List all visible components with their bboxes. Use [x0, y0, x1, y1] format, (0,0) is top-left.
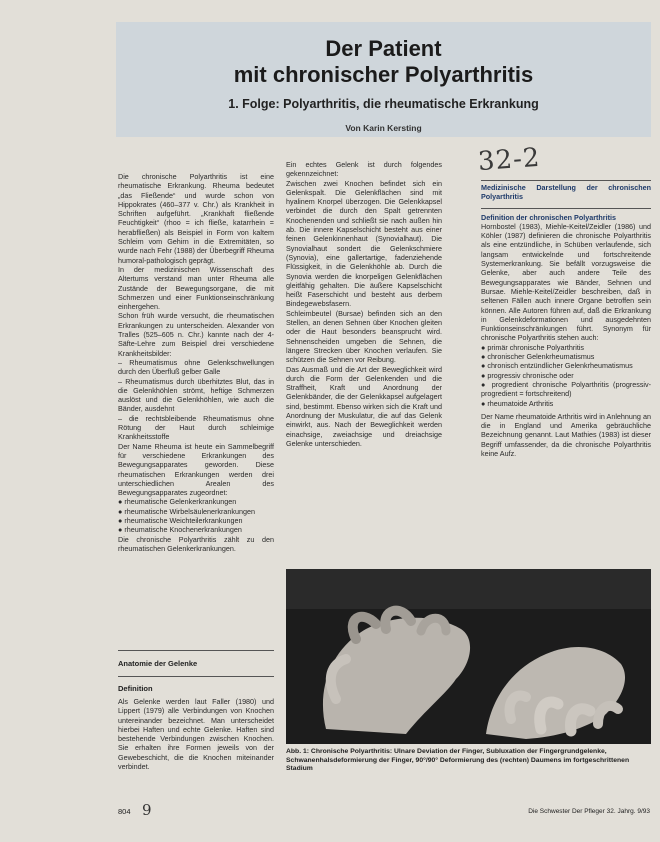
col1-dash-item: – Rheumatismus ohne Gelenkschwellungen durch den Überfluß gelber Galle — [118, 358, 274, 377]
col1-bullet-item: ● rheumatische Weichteilerkrankungen — [118, 516, 274, 525]
col3-paragraph-1: Hornbostel (1983), Miehle-Keitel/Zeidler (1986) und Köhler (1987) definieren die chronische Polyarthritis als eine entzündliche, in Schüben verlaufende, sich langsam entwickelnde und fortschreitende Systemerkrankung. Sie befällt vorzugsweise die Gelenke, aber auch andere Teile des Bewegungsapparates wie Bänder, Sehnen und Bursae. Miehle-Keitel/Zeidler beschreiben, daß in seltenen Fällen auch innere Organe betroffen sein können. Alle Autoren führen auf, daß die Erkrankung in Gelenkdeformationen und ausgedehnten Funktionseinschränkungen führt. Synonym für chronische Polyarthritis stehen auch: — [481, 221, 651, 343]
col1-bullet-item: ● rheumatische Knochenerkrankungen — [118, 525, 274, 534]
article-subtitle: 1. Folge: Polyarthritis, die rheumatische Erkrankung — [228, 97, 539, 111]
col1-paragraph-3: Schon früh wurde versucht, die rheumatischen Erkrankungen zu unterscheiden. Alexander von Tralles (525–605 n. Chr.) kannte nach der 4-Säfte-Lehre zum Beispiel drei verschiedene Krankheitsbilder: — [118, 311, 274, 358]
page-title-line2: mit chronischer Polyarthritis — [233, 62, 534, 87]
col3-bullet-item: ● chronisch entzündlicher Gelenkrheumatismus — [481, 361, 651, 370]
col1-bullet-item: ● rheumatische Wirbelsäulenerkrankungen — [118, 507, 274, 516]
divider-definition — [118, 676, 274, 677]
col3-bullet-item: ● rheumatoide Arthritis — [481, 399, 651, 408]
definition-heading: Definition — [118, 684, 153, 693]
col3-paragraph-2: Der Name rheumatoide Arthritis wird in Anlehnung an die in England und Amerika gebräuchliche Bezeichnung genannt. Laut Mathies (1983) ist dieser Begriff umfassender, da die chronische Polyarthritis keine Aufz. — [481, 411, 651, 459]
hands-photo-graphic — [286, 569, 651, 744]
journal-footer: Die Schwester Der Pfleger 32. Jahrg. 9/93 — [528, 808, 650, 815]
column-3 — [481, 183, 651, 458]
col3-definition-heading: Definition der chronischen Polyarthritis — [481, 208, 651, 222]
column-1 — [118, 172, 274, 553]
col1-paragraph-2: In der medizinischen Wissenschaft des Altertums verstand man unter Rheuma alle Zustände der Bewegungsorgane, die mit Schmerzen und einer Funktionseinschränkung einhergehen. — [118, 264, 274, 312]
divider-anatomy — [118, 650, 274, 651]
col1-bullet-item: ● rheumatische Gelenkerkrankungen — [118, 497, 274, 506]
page-title-line1: Der Patient — [325, 36, 442, 61]
handwritten-page-number: 9 — [142, 801, 152, 819]
col1-dash-item: – Rheumatismus durch überhitztes Blut, das in die Gelenkhöhlen strömt, heftige Schmerzen auslöst und die Gelenkhöhlen, wie auch die Bänder, ausdehnt — [118, 377, 274, 414]
col3-bullet-item: ● progressiv chronische oder — [481, 371, 651, 380]
col2-paragraph-1: Ein echtes Gelenk ist durch folgendes gekennzeichnet: — [286, 160, 442, 179]
column-2 — [286, 160, 442, 448]
col1-paragraph-4: Der Name Rheuma ist heute ein Sammelbegriff für verschiedene Erkrankungen des Bewegungsapparates geworden. Diese rheumatischen Erkrankungen werden drei unterschiedlichen Arealen des Bewegungsapparates zugeordnet: — [118, 441, 274, 498]
col1-paragraph-5: Die chronische Polyarthritis zählt zu den rheumatischen Gelenkerkrankungen. — [118, 534, 274, 553]
col3-bullet-item: ● chronischer Gelenkrheumatismus — [481, 352, 651, 361]
col1-dash-item: – die rechtsbleibende Rheumatismus ohne Rötung der Haut durch schleimige Krankheitsstoffe — [118, 414, 274, 442]
col3-bullet-item: ● progredient chronische Polyarthritis (progressiv-progredient = fortschreitend) — [481, 380, 651, 399]
author-byline: Von Karin Kersting — [345, 123, 422, 133]
definition-text-block — [118, 697, 274, 771]
col2-paragraph-2: Zwischen zwei Knochen befindet sich ein Gelenkspalt. Die Gelenkflächen sind mit hyalinem Knorpel überzogen. Die Gelenkkapsel verbindet die durch den Spalt getrennten Knochenenden und schließt sie nach außen hin ab. Die innere Kapselschicht besteht aus einer feinen Gelenkinnenhaut (Synovialhaut). Die Synovialhaut sondert die Gelenkschmiere (Synovia), eine gallertartige, fadenziehende Flüssigkeit, in die Gelenkhöhle ab. Durch die Synovia werden die knorpeligen Gelenkflächen gleitfähig gehalten. Die äußere Kapselschicht heißt Faserschicht und besteht aus derbem Bindegewebsfasern. — [286, 178, 442, 309]
col3-section-heading: Medizinische Darstellung der chronischen Polyarthritis — [481, 183, 651, 202]
divider-col3-top — [481, 180, 651, 181]
col1-intro: Die chronische Polyarthritis ist eine rheumatische Erkrankung. Rheuma bedeutet „das Fließende“ und wurde schon von Hippokrates (460–377 v. Chr.) als Krankheit in Schriften aufgeführt. „Krankhaft fließende Feuchtigkeit“ (rhoo = ich fließe, katarrhein = herabfließen) als Beispiel in Form von kaltem Schleim vom Gehirn in die Extremitäten, so wurde nach Fehr (1988) der Überbegriff Rheuma humoral-pathologisch geprägt. — [118, 172, 274, 265]
hands-photo — [286, 569, 651, 744]
col3-bullet-item: ● primär chronische Polyarthritis — [481, 343, 651, 352]
definition-text: Als Gelenke werden laut Faller (1980) und Lippert (1979) alle Verbindungen von Knochen untereinander bezeichnet. Man unterscheidet hierbei Haften und echte Gelenke. Haften sind bestehende Verbindungen zwischen Knochen. Sie erhalten ihre Formen jeweils von der Gewebeschicht, die die Knochen miteinander verbindet. — [118, 697, 274, 772]
handwritten-note: 32-2 — [477, 142, 542, 178]
page-number: 804 — [118, 807, 131, 816]
col2-paragraph-4: Das Ausmaß und die Art der Beweglichkeit wird durch die Form der Gelenkenden und die Straffheit, Kraft und Anordnung der Gelenkbänder, die der Gelenkkapsel aufgelagert sind, bestimmt. Ebenso wirken sich die Kraft und Anordnung der Muskulatur, die auf das Gelenk einwirkt, aus. Nach der Beweglichkeit werden einachsige, zweiachsige und dreiachsige Gelenke unterschieden. — [286, 364, 442, 448]
section-anatomy-title: Anatomie der Gelenke — [118, 659, 198, 668]
col2-paragraph-3: Schleimbeutel (Bursae) befinden sich an den Stellen, an denen Sehnen über Knochen gleiten oder die Haut besonders beansprucht wird. Sehnenscheiden umgeben die Sehnen, die längere Strecken über Knochen verlaufen. Sie schützen die Sehnen vor Reibung. — [286, 308, 442, 365]
figure-caption: Abb. 1: Chronische Polyarthritis: Ulnare Deviation der Finger, Subluxation der Fingergrundgelenke, Schwanenhalsdeformierung der Finger, 90°/90° Deformierung des (rechten) Daumens im fortgeschrittenen Stadium — [286, 748, 630, 772]
